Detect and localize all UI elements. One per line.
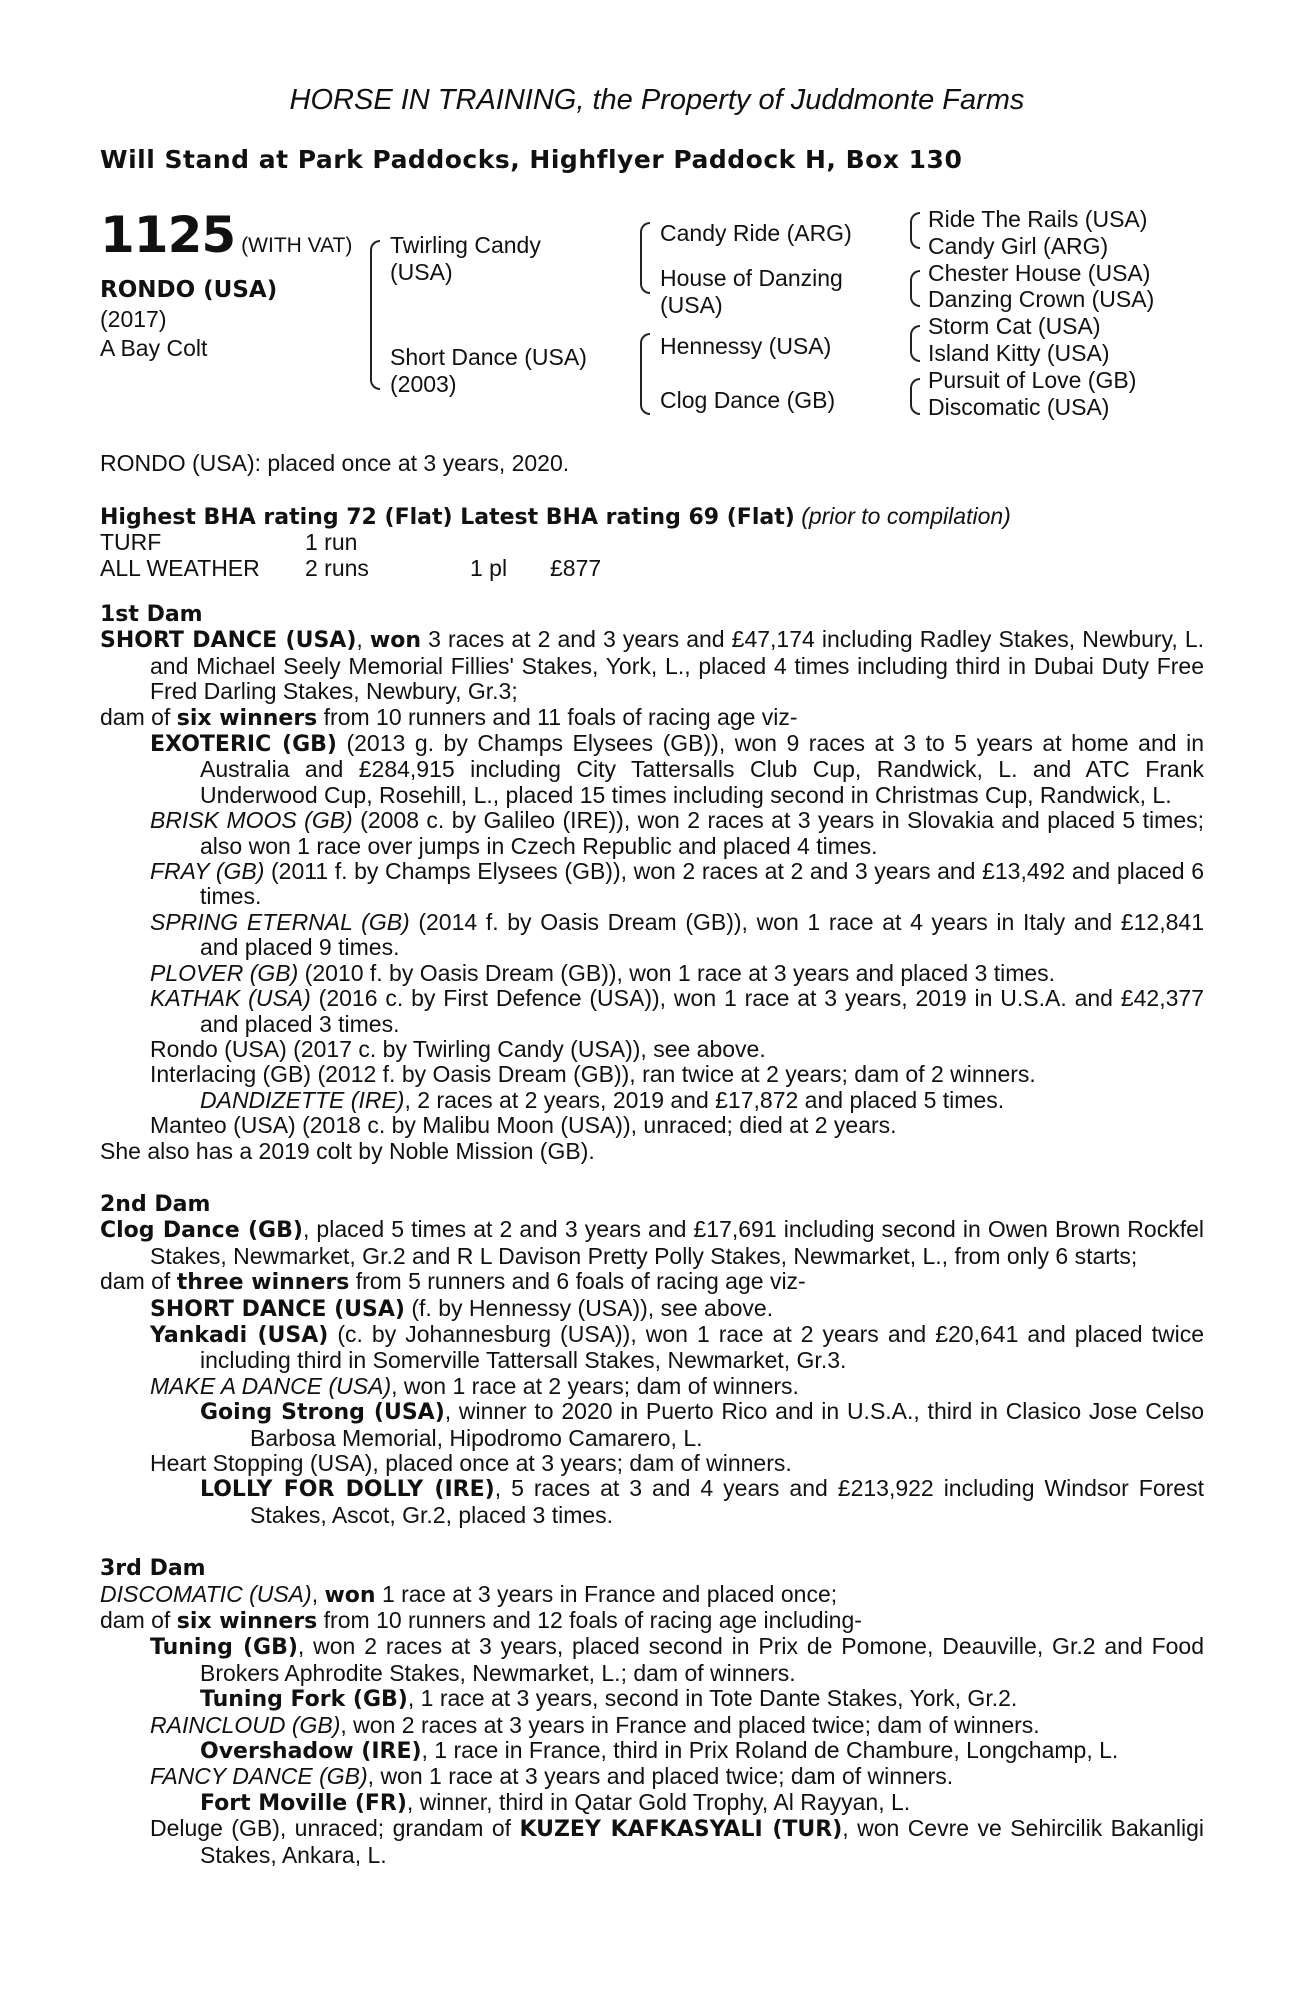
lot-header: [100, 206, 352, 264]
produce-exoteric: EXOTERIC (GB) (2013 g. by Champs Elysees (GB)), won 9 races at 3 to 5 years at home and in Australia and £284,915 including City Tattersalls Club Cup, Randwick, L. and ATC Frank Underwood Cup, Rosehill, L., placed 15 times including second in Christmas Cup, Randwick, L.: [150, 730, 1204, 808]
pedigree-dam: Short Dance (USA) (2003): [390, 344, 587, 397]
bha-rating: Highest BHA rating 72 (Flat) Latest BHA rating 69 (Flat): [100, 505, 795, 530]
pedigree-brace-g3-1: [910, 212, 920, 249]
produce-deluge: Deluge (GB), unraced; grandam of KUZEY KAFKASYALI (TUR), won Cevre ve Sehircilik Bakanligi Stakes, Ankara, L.: [150, 1815, 1204, 1868]
lot-number: 1125: [100, 206, 236, 264]
produce-short-dance: SHORT DANCE (USA) (f. by Hennessy (USA)), see above.: [150, 1294, 774, 1322]
produce-fort-moville: Fort Moville (FR), winner, third in Qatar Gold Trophy, Al Rayyan, L.: [200, 1788, 911, 1816]
pedigree-dam-dam: Clog Dance (GB): [660, 387, 836, 413]
third-dam-entry: DISCOMATIC (USA), won 1 race at 3 years in France and placed once;: [100, 1580, 838, 1608]
rating-note: (prior to compilation): [801, 503, 1011, 529]
produce-raincloud: RAINCLOUD (GB), won 2 races at 3 years in France and placed twice; dam of winners.: [150, 1711, 1040, 1738]
produce-overshadow: Overshadow (IRE), 1 race in France, third in Prix Roland de Chambure, Longchamp, L.: [200, 1737, 1119, 1765]
first-dam-entry: SHORT DANCE (USA), won 3 races at 2 and 3 years and £47,174 including Radley Stakes, Newbury, L. and Michael Seely Memorial Fillies' Stakes, York, L., placed 4 times including third in Dubai Duty Free Fred Darling Stakes, Newbury, Gr.3;: [100, 626, 1204, 705]
pedigree-brace-g3-2: [910, 270, 920, 307]
pedigree-gen3: Ride The Rails (USA) Candy Girl (ARG) Chester House (USA) Danzing Crown (USA) Storm Cat (USA) Island Kitty (USA) Pursuit of Love (GB) Discomatic (USA): [928, 206, 1155, 420]
produce-fancy-dance: FANCY DANCE (GB), won 1 race at 3 years and placed twice; dam of winners.: [150, 1763, 954, 1790]
third-dam-produce-line: dam of six winners from 10 runners and 12 foals of racing age including-: [100, 1607, 862, 1635]
dams-section: [100, 578, 1204, 1868]
first-dam-produce-line: dam of six winners from 10 runners and 11 foals of racing age viz-: [100, 703, 798, 731]
pedigree-sire-sire: Candy Ride (ARG): [660, 220, 852, 246]
produce-manteo: Manteo (USA) (2018 c. by Malibu Moon (USA)), unraced; died at 2 years.: [150, 1112, 897, 1139]
produce-note: She also has a 2019 colt by Noble Mission (GB).: [100, 1137, 595, 1164]
page-title: HORSE IN TRAINING, the Property of Juddmonte Farms: [289, 84, 1025, 116]
produce-yankadi: Yankadi (USA) (c. by Johannesburg (USA)), won 1 race at 2 years and £20,641 and placed twice including third in Somerville Tattersall Stakes, Newmarket, Gr.3.: [150, 1320, 1204, 1374]
produce-going-strong: Going Strong (USA), winner to 2020 in Puerto Rico and in U.S.A., third in Clasico Jose Celso Barbosa Memorial, Hipodromo Camarero, L.: [200, 1398, 1204, 1451]
pedigree-sire: Twirling Candy (USA): [390, 232, 541, 285]
pedigree-brace-g3-3: [910, 325, 920, 362]
lot-vat: (WITH VAT): [241, 234, 353, 257]
pedigree-dam-sire: Hennessy (USA): [660, 333, 832, 359]
second-dam-produce-line: dam of three winners from 5 runners and 6 foals of racing age viz-: [100, 1268, 806, 1296]
produce-dandizette: DANDIZETTE (IRE), 2 races at 2 years, 2019 and £17,872 and placed 5 times.: [200, 1086, 1005, 1113]
produce-tuning: Tuning (GB), won 2 races at 3 years, placed second in Prix de Pomone, Deauville, Gr.2 and Food Brokers Aphrodite Stakes, Newmarket, L.; dam of winners.: [150, 1633, 1204, 1686]
horse-info: [100, 276, 277, 363]
stand-location: Will Stand at Park Paddocks, Highflyer Paddock H, Box 130: [100, 145, 963, 174]
pedigree-brace-gen1: [370, 240, 380, 390]
produce-plover: PLOVER (GB) (2010 f. by Oasis Dream (GB)), won 1 race at 3 years and placed 3 times.: [150, 959, 1056, 986]
second-dam-entry: Clog Dance (GB), placed 5 times at 2 and 3 years and £17,691 including second in Owen Brown Rockfel Stakes, Newmarket, Gr.2 and R L Davison Pretty Polly Stakes, Newmarket, L., from only 6 starts;: [100, 1216, 1204, 1269]
horse-name: RONDO (USA): [100, 277, 278, 303]
pedigree-brace-sire: [640, 222, 650, 294]
produce-kathak: KATHAK (USA) (2016 c. by First Defence (USA)), won 1 race at 3 years, 2019 in U.S.A. and £42,377 and placed 3 times.: [150, 985, 1204, 1037]
second-dam-heading: 2nd Dam: [100, 1191, 211, 1217]
pedigree-brace-dam: [640, 333, 650, 415]
record-row-turf: TURF 1 run: [100, 529, 358, 556]
horse-year: (2017): [100, 306, 167, 332]
race-summary: RONDO (USA): placed once at 3 years, 2020.: [100, 450, 570, 476]
produce-fray: FRAY (GB) (2011 f. by Champs Elysees (GB)), won 2 races at 2 and 3 years and £13,492 and placed 6 times.: [150, 858, 1204, 910]
rating-block: [100, 504, 1204, 581]
produce-tuning-fork: Tuning Fork (GB), 1 race at 3 years, second in Tote Dante Stakes, York, Gr.2.: [200, 1685, 1018, 1713]
produce-spring-eternal: SPRING ETERNAL (GB) (2014 f. by Oasis Dream (GB)), won 1 race at 4 years in Italy and £12,841 and placed 9 times.: [150, 908, 1204, 961]
produce-interlacing: Interlacing (GB) (2012 f. by Oasis Dream (GB)), ran twice at 2 years; dam of 2 winners.: [150, 1061, 1036, 1088]
produce-rondo: Rondo (USA) (2017 c. by Twirling Candy (USA)), see above.: [150, 1035, 766, 1062]
third-dam-heading: 3rd Dam: [100, 1556, 206, 1582]
produce-brisk-moos: BRISK MOOS (GB) (2008 c. by Galileo (IRE)), won 2 races at 3 years in Slovakia and placed 5 times; also won 1 race over jumps in Czech Republic and placed 4 times.: [150, 807, 1204, 859]
produce-make-a-dance: MAKE A DANCE (USA), won 1 race at 2 years; dam of winners.: [150, 1372, 799, 1399]
horse-description: A Bay Colt: [100, 335, 208, 361]
produce-lolly-for-dolly: LOLLY FOR DOLLY (IRE), 5 races at 3 and 4 years and £213,922 including Windsor Forest Stakes, Ascot, Gr.2, placed 3 times.: [200, 1475, 1204, 1528]
first-dam-heading: 1st Dam: [100, 602, 203, 627]
produce-heart-stopping: Heart Stopping (USA), placed once at 3 years; dam of winners.: [150, 1450, 792, 1476]
pedigree-sire-dam: House of Danzing (USA): [660, 265, 843, 318]
pedigree-brace-g3-4: [910, 378, 920, 415]
record-row-all-weather: ALL WEATHER 2 runs 1 pl £877: [100, 554, 602, 581]
